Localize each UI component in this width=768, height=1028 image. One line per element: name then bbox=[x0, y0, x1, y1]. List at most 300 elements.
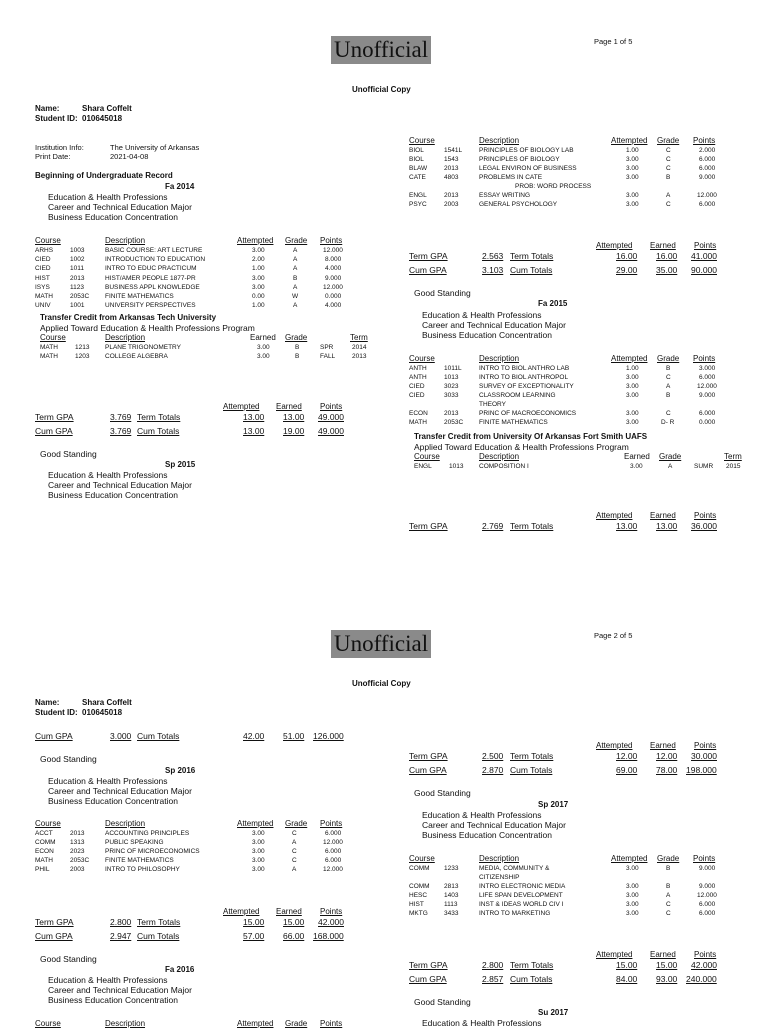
term-gpa-label: Term GPA bbox=[409, 960, 448, 970]
col-points: Points bbox=[694, 950, 717, 959]
program-block bbox=[48, 776, 192, 806]
table-row bbox=[35, 838, 355, 847]
cum-gpa-value: 3.000 bbox=[110, 731, 132, 741]
name-label: Name: bbox=[35, 104, 60, 113]
program-line: Business Education Concentration bbox=[48, 212, 178, 222]
program-block bbox=[422, 310, 566, 340]
course-subject: ANTH bbox=[409, 374, 427, 381]
course-subject: MATH bbox=[40, 353, 58, 360]
course-grade: C bbox=[666, 156, 671, 163]
cum-earned: 19.00 bbox=[283, 426, 305, 436]
course-points: 2.000 bbox=[699, 147, 716, 154]
table-row bbox=[35, 301, 355, 310]
course-number: 2013 bbox=[444, 165, 459, 172]
cum-attempted: 84.00 bbox=[616, 974, 638, 984]
program-line: Business Education Concentration bbox=[422, 330, 552, 340]
col-attempted: Attempted bbox=[611, 136, 648, 145]
course-number: 1313 bbox=[70, 839, 85, 846]
course-grade: B bbox=[295, 344, 300, 351]
cum-totals-label: Cum Totals bbox=[137, 426, 180, 436]
course-attempted: 3.00 bbox=[626, 392, 639, 399]
course-number: 2003 bbox=[444, 201, 459, 208]
col-grade: Grade bbox=[657, 854, 680, 863]
term-points: 42.000 bbox=[318, 917, 344, 927]
course-description: PROBLEMS IN CATE bbox=[479, 174, 543, 181]
col-points: Points bbox=[693, 136, 716, 145]
course-grade: B bbox=[295, 353, 300, 360]
course-number: 3023 bbox=[444, 383, 459, 390]
course-grade: C bbox=[666, 147, 671, 154]
record-title: Beginning of Undergraduate Record bbox=[35, 171, 173, 180]
col-points: Points bbox=[694, 511, 717, 520]
course-attempted: 3.00 bbox=[626, 865, 639, 872]
term-totals-label: Term Totals bbox=[137, 917, 181, 927]
course-number: 2053C bbox=[70, 292, 90, 300]
course-points: 6.000 bbox=[325, 857, 342, 864]
course-number: 2053C bbox=[70, 857, 90, 864]
course-points: 9.000 bbox=[699, 392, 716, 399]
cum-gpa-label: Cum GPA bbox=[35, 731, 73, 741]
course-subject: BIOL bbox=[409, 147, 424, 154]
course-table bbox=[409, 364, 729, 427]
name-value: Shara Coffelt bbox=[82, 698, 132, 707]
col-description: Description bbox=[479, 354, 520, 363]
col-points: Points bbox=[693, 854, 716, 863]
col-points: Points bbox=[694, 241, 717, 250]
course-grade: C bbox=[292, 857, 297, 864]
table-row bbox=[409, 373, 729, 382]
cum-attempted: 29.00 bbox=[616, 265, 638, 275]
course-number: 1123 bbox=[70, 283, 84, 291]
course-attempted: 3.00 bbox=[626, 383, 639, 390]
table-row bbox=[409, 391, 729, 400]
course-subject: ENGL bbox=[409, 192, 427, 199]
course-grade: B bbox=[666, 365, 671, 372]
col-attempted: Attempted bbox=[596, 741, 633, 750]
course-description: PROB: WORD PROCESS bbox=[515, 183, 592, 190]
course-number: 1003 bbox=[70, 247, 85, 254]
col-grade: Grade bbox=[657, 136, 680, 145]
course-table bbox=[35, 246, 355, 310]
program-line: Career and Technical Education Major bbox=[48, 202, 192, 212]
course-attempted: 3.00 bbox=[626, 883, 639, 890]
course-grade: C bbox=[666, 374, 671, 381]
course-subject: MATH bbox=[40, 344, 58, 351]
col-grade: Grade bbox=[285, 333, 308, 342]
course-description: INTRO TO MARKETING bbox=[479, 910, 551, 917]
course-description: COLLEGE ALGEBRA bbox=[105, 353, 168, 360]
cum-gpa-value: 3.103 bbox=[482, 265, 504, 275]
term-points: 30.000 bbox=[691, 751, 717, 761]
transfer-applied: Applied Toward Education & Health Professions Program bbox=[40, 323, 255, 333]
course-description: PUBLIC SPEAKING bbox=[105, 839, 164, 846]
course-subject: HIST bbox=[409, 901, 424, 908]
course-attempted: 3.00 bbox=[252, 830, 265, 837]
course-subject: HIST bbox=[35, 274, 50, 282]
course-attempted: 3.00 bbox=[626, 910, 639, 917]
course-grade: A bbox=[293, 283, 298, 291]
col-attempted: Attempted bbox=[237, 236, 274, 245]
course-number: 1203 bbox=[75, 353, 90, 360]
course-subject: BIOL bbox=[409, 156, 424, 163]
standing: Good Standing bbox=[40, 449, 97, 459]
term-earned: 13.00 bbox=[656, 521, 678, 531]
cum-earned: 66.00 bbox=[283, 931, 305, 941]
course-year: 2015 bbox=[726, 463, 741, 470]
col-course: Course bbox=[35, 236, 61, 245]
cum-earned: 78.00 bbox=[656, 765, 678, 775]
course-table bbox=[35, 829, 355, 874]
course-description: ESSAY WRITING bbox=[479, 192, 531, 199]
course-points: 4.000 bbox=[325, 302, 342, 310]
course-number: 1013 bbox=[444, 374, 459, 381]
term-attempted: 13.00 bbox=[616, 521, 638, 531]
course-description: COMPOSITION I bbox=[479, 463, 529, 470]
program-line: Career and Technical Education Major bbox=[48, 985, 192, 995]
course-attempted: 3.00 bbox=[252, 848, 265, 855]
course-grade: C bbox=[666, 165, 671, 172]
col-earned: Earned bbox=[650, 950, 676, 959]
course-description: LEGAL ENVIRON OF BUSINESS bbox=[479, 165, 577, 172]
cum-points: 198.000 bbox=[686, 765, 717, 775]
col-attempted: Attempted bbox=[223, 907, 260, 916]
course-points: 12.000 bbox=[323, 866, 343, 873]
program-block bbox=[48, 470, 192, 500]
col-attempted: Attempted bbox=[611, 854, 648, 863]
table-row bbox=[409, 882, 729, 891]
page-number: Page 2 of 5 bbox=[594, 631, 633, 640]
course-attempted: 3.00 bbox=[252, 283, 265, 291]
course-number: 3033 bbox=[444, 392, 459, 399]
course-number: 4803 bbox=[444, 174, 459, 181]
table-row bbox=[409, 146, 729, 155]
transfer-table bbox=[414, 462, 754, 471]
course-grade: A bbox=[666, 383, 671, 390]
table-row-continuation bbox=[409, 873, 729, 882]
cum-points: 240.000 bbox=[686, 974, 717, 984]
course-earned: 3.00 bbox=[630, 463, 643, 470]
term-heading: Sp 2015 bbox=[165, 460, 196, 469]
course-points: 12.000 bbox=[697, 383, 717, 390]
cum-earned: 35.00 bbox=[656, 265, 678, 275]
course-subject: PHIL bbox=[35, 866, 50, 873]
course-table bbox=[409, 864, 729, 918]
col-course: Course bbox=[414, 452, 440, 461]
course-grade: A bbox=[666, 192, 671, 199]
course-subject: ISYS bbox=[35, 283, 50, 291]
course-description: PRINC OF MICROECONOMICS bbox=[105, 848, 200, 855]
course-description: PRINCIPLES OF BIOLOGY LAB bbox=[479, 147, 574, 154]
course-subject: CIED bbox=[409, 383, 425, 390]
course-description: MEDIA, COMMUNITY & bbox=[479, 865, 550, 872]
col-points: Points bbox=[320, 907, 343, 916]
table-row bbox=[414, 462, 754, 471]
course-subject: MATH bbox=[35, 292, 53, 300]
col-earned: Earned bbox=[650, 511, 676, 520]
course-number: 1013 bbox=[449, 463, 464, 470]
course-number: 3433 bbox=[444, 910, 459, 917]
program-line: Career and Technical Education Major bbox=[422, 820, 566, 830]
cum-gpa-value: 2.857 bbox=[482, 974, 504, 984]
cum-earned: 93.00 bbox=[656, 974, 678, 984]
course-number: 2813 bbox=[444, 883, 459, 890]
course-number: 1011L bbox=[444, 365, 462, 372]
table-row bbox=[35, 829, 355, 838]
col-term: Term bbox=[350, 333, 368, 342]
course-attempted: 3.00 bbox=[626, 201, 639, 208]
course-description: INTRO TO EDUC PRACTICUM bbox=[105, 265, 197, 273]
course-points: 0.000 bbox=[699, 419, 716, 426]
program-line: Career and Technical Education Major bbox=[422, 320, 566, 330]
course-subject: COMM bbox=[409, 865, 430, 872]
term-points: 42.000 bbox=[691, 960, 717, 970]
print-date-label: Print Date: bbox=[35, 152, 71, 161]
course-description: INTRO TO BIOL ANTHROPOL bbox=[479, 374, 569, 381]
table-row bbox=[40, 343, 375, 352]
course-points: 0.000 bbox=[325, 292, 342, 300]
table-row-continuation bbox=[409, 182, 729, 191]
course-description: THEORY bbox=[479, 401, 506, 408]
term-earned: 15.00 bbox=[283, 917, 305, 927]
course-description: INTRODUCTION TO EDUCATION bbox=[105, 256, 206, 264]
course-attempted: 3.00 bbox=[626, 165, 639, 172]
program-block bbox=[48, 192, 192, 222]
term-earned: 16.00 bbox=[656, 251, 678, 261]
course-attempted: 3.00 bbox=[626, 419, 639, 426]
course-earned: 3.00 bbox=[257, 353, 270, 360]
course-description: SURVEY OF EXCEPTIONALITY bbox=[479, 383, 574, 390]
table-row bbox=[35, 264, 355, 273]
course-subject: CIED bbox=[35, 265, 51, 273]
table-row bbox=[35, 865, 355, 874]
col-attempted: Attempted bbox=[237, 819, 274, 828]
course-description: INTRO TO PHILOSOPHY bbox=[105, 866, 180, 873]
col-course: Course bbox=[40, 333, 66, 342]
table-row bbox=[35, 292, 355, 301]
col-term: Term bbox=[724, 452, 742, 461]
col-description: Description bbox=[479, 136, 520, 145]
col-points: Points bbox=[320, 236, 343, 245]
table-row bbox=[409, 200, 729, 209]
term-heading: Sp 2017 bbox=[538, 800, 569, 809]
course-table bbox=[409, 146, 729, 209]
col-grade: Grade bbox=[657, 354, 680, 363]
course-grade: B bbox=[666, 883, 671, 890]
course-points: 12.000 bbox=[697, 892, 717, 899]
course-points: 6.000 bbox=[699, 156, 716, 163]
program-line: Business Education Concentration bbox=[48, 490, 178, 500]
watermark: Unofficial bbox=[331, 630, 431, 658]
term-heading: Fa 2014 bbox=[165, 182, 195, 191]
student-id-value: 010645018 bbox=[82, 114, 123, 123]
term-heading: Fa 2016 bbox=[165, 965, 195, 974]
col-description: Description bbox=[479, 452, 520, 461]
col-course: Course bbox=[409, 136, 435, 145]
course-description: BASIC COURSE: ART LECTURE bbox=[105, 247, 203, 254]
course-attempted: 1.00 bbox=[252, 265, 265, 273]
cum-gpa-value: 2.947 bbox=[110, 931, 132, 941]
cum-attempted: 42.00 bbox=[243, 731, 265, 741]
table-row bbox=[409, 864, 729, 873]
course-number: 2023 bbox=[70, 848, 85, 855]
table-row bbox=[409, 900, 729, 909]
program-line: Education & Health Professions bbox=[422, 310, 542, 320]
course-points: 9.000 bbox=[699, 883, 716, 890]
cum-points: 90.000 bbox=[691, 265, 717, 275]
cum-attempted: 13.00 bbox=[243, 426, 265, 436]
term-attempted: 12.00 bbox=[616, 751, 638, 761]
col-earned: Earned bbox=[276, 907, 302, 916]
col-earned: Earned bbox=[650, 741, 676, 750]
cum-gpa-value: 2.870 bbox=[482, 765, 504, 775]
transfer-table bbox=[40, 343, 375, 361]
col-points: Points bbox=[320, 1019, 343, 1028]
course-attempted: 3.00 bbox=[626, 374, 639, 381]
course-points: 8.000 bbox=[325, 256, 342, 264]
standing: Good Standing bbox=[40, 754, 97, 764]
col-attempted: Attempted bbox=[611, 354, 648, 363]
col-attempted: Attempted bbox=[596, 511, 633, 520]
standing: Good Standing bbox=[40, 954, 97, 964]
program-line: Education & Health Professions bbox=[422, 1018, 542, 1028]
course-description: INTRO TO BIOL ANTHRO LAB bbox=[479, 365, 570, 372]
program-line: Education & Health Professions bbox=[48, 192, 168, 202]
course-number: 1001 bbox=[70, 302, 85, 310]
course-number: 2013 bbox=[444, 410, 459, 417]
course-attempted: 3.00 bbox=[252, 247, 265, 254]
course-grade: A bbox=[293, 302, 298, 310]
print-date-value: 2021-04-08 bbox=[110, 152, 149, 161]
transfer-title: Transfer Credit from University Of Arkansas Fort Smith UAFS bbox=[414, 432, 648, 441]
cum-gpa-label: Cum GPA bbox=[409, 265, 447, 275]
course-grade: A bbox=[293, 256, 298, 264]
course-attempted: 3.00 bbox=[626, 174, 639, 181]
program-line: Education & Health Professions bbox=[422, 810, 542, 820]
cum-attempted: 57.00 bbox=[243, 931, 265, 941]
table-row bbox=[35, 283, 355, 292]
term-earned: 13.00 bbox=[283, 412, 305, 422]
table-row bbox=[409, 418, 729, 427]
transfer-title: Transfer Credit from Arkansas Tech University bbox=[40, 313, 217, 322]
standing: Good Standing bbox=[414, 788, 471, 798]
course-points: 12.000 bbox=[697, 192, 717, 199]
cum-totals-label: Cum Totals bbox=[510, 765, 553, 775]
course-number: 2013 bbox=[444, 192, 459, 199]
course-description: CITIZENSHIP bbox=[479, 874, 520, 881]
course-number: 2013 bbox=[70, 274, 85, 282]
course-points: 3.000 bbox=[699, 365, 716, 372]
term-points: 36.000 bbox=[691, 521, 717, 531]
course-subject: ANTH bbox=[409, 365, 427, 372]
term-attempted: 15.00 bbox=[243, 917, 265, 927]
col-earned: Earned bbox=[276, 402, 302, 411]
course-attempted: 3.00 bbox=[252, 839, 265, 846]
course-attempted: 1.00 bbox=[626, 365, 639, 372]
course-points: 6.000 bbox=[699, 410, 716, 417]
course-subject: CATE bbox=[409, 174, 426, 181]
course-term: FALL bbox=[320, 353, 336, 360]
course-points: 12.000 bbox=[323, 247, 343, 254]
copy-label: Unofficial Copy bbox=[352, 679, 411, 688]
col-points: Points bbox=[694, 741, 717, 750]
program-line: Education & Health Professions bbox=[48, 470, 168, 480]
course-description: ACCOUNTING PRINCIPLES bbox=[105, 830, 190, 837]
course-description: PRINC OF MACROECONOMICS bbox=[479, 410, 577, 417]
course-subject: COMM bbox=[35, 839, 56, 846]
term-totals-label: Term Totals bbox=[510, 521, 554, 531]
course-number: 1403 bbox=[444, 892, 459, 899]
course-number: 1543 bbox=[444, 156, 459, 163]
institution-value: The University of Arkansas bbox=[110, 143, 200, 152]
course-grade: A bbox=[668, 463, 673, 470]
cum-points: 49.000 bbox=[318, 426, 344, 436]
course-subject: CIED bbox=[35, 256, 51, 264]
course-points: 9.000 bbox=[325, 274, 342, 282]
course-points: 6.000 bbox=[699, 901, 716, 908]
course-description: GENERAL PSYCHOLOGY bbox=[479, 201, 558, 208]
course-points: 6.000 bbox=[325, 830, 342, 837]
program-block bbox=[422, 1018, 542, 1028]
col-points: Points bbox=[693, 354, 716, 363]
term-points: 49.000 bbox=[318, 412, 344, 422]
term-gpa-value: 2.500 bbox=[482, 751, 504, 761]
course-number: 1113 bbox=[444, 901, 458, 908]
course-earned: 3.00 bbox=[257, 344, 270, 351]
cum-totals-label: Cum Totals bbox=[137, 731, 180, 741]
term-totals-label: Term Totals bbox=[510, 751, 554, 761]
col-description: Description bbox=[105, 236, 146, 245]
course-description: LIFE SPAN DEVELOPMENT bbox=[479, 892, 563, 899]
course-points: 9.000 bbox=[699, 174, 716, 181]
course-number: 1011 bbox=[70, 265, 84, 273]
term-heading: Su 2017 bbox=[538, 1008, 569, 1017]
course-year: 2013 bbox=[352, 353, 367, 360]
col-course: Course bbox=[409, 354, 435, 363]
col-description: Description bbox=[105, 819, 146, 828]
col-course: Course bbox=[35, 1019, 61, 1028]
col-grade: Grade bbox=[285, 1019, 308, 1028]
course-description: PRINCIPLES OF BIOLOGY bbox=[479, 156, 560, 163]
course-subject: MATH bbox=[35, 857, 53, 864]
term-heading: Sp 2016 bbox=[165, 766, 196, 775]
program-line: Business Education Concentration bbox=[48, 995, 178, 1005]
course-number: 2013 bbox=[70, 830, 85, 837]
course-description: INST & IDEAS WORLD CIV I bbox=[479, 901, 564, 908]
course-points: 6.000 bbox=[699, 374, 716, 381]
table-row bbox=[409, 191, 729, 200]
course-term: SPR bbox=[320, 344, 334, 351]
course-attempted: 3.00 bbox=[252, 274, 265, 282]
course-grade: B bbox=[666, 392, 671, 399]
table-row bbox=[409, 409, 729, 418]
course-number: 2003 bbox=[70, 866, 85, 873]
col-grade: Grade bbox=[285, 236, 308, 245]
name-label: Name: bbox=[35, 698, 60, 707]
col-earned: Earned bbox=[624, 452, 650, 461]
term-gpa-label: Term GPA bbox=[409, 251, 448, 261]
table-row bbox=[35, 246, 355, 255]
course-grade: A bbox=[666, 892, 671, 899]
col-earned: Earned bbox=[650, 241, 676, 250]
course-grade: C bbox=[666, 410, 671, 417]
col-points: Points bbox=[320, 402, 343, 411]
program-block bbox=[48, 975, 192, 1005]
course-subject: ENGL bbox=[414, 463, 432, 470]
course-points: 6.000 bbox=[699, 201, 716, 208]
course-attempted: 3.00 bbox=[626, 192, 639, 199]
course-attempted: 2.00 bbox=[252, 256, 265, 264]
table-row bbox=[35, 856, 355, 865]
